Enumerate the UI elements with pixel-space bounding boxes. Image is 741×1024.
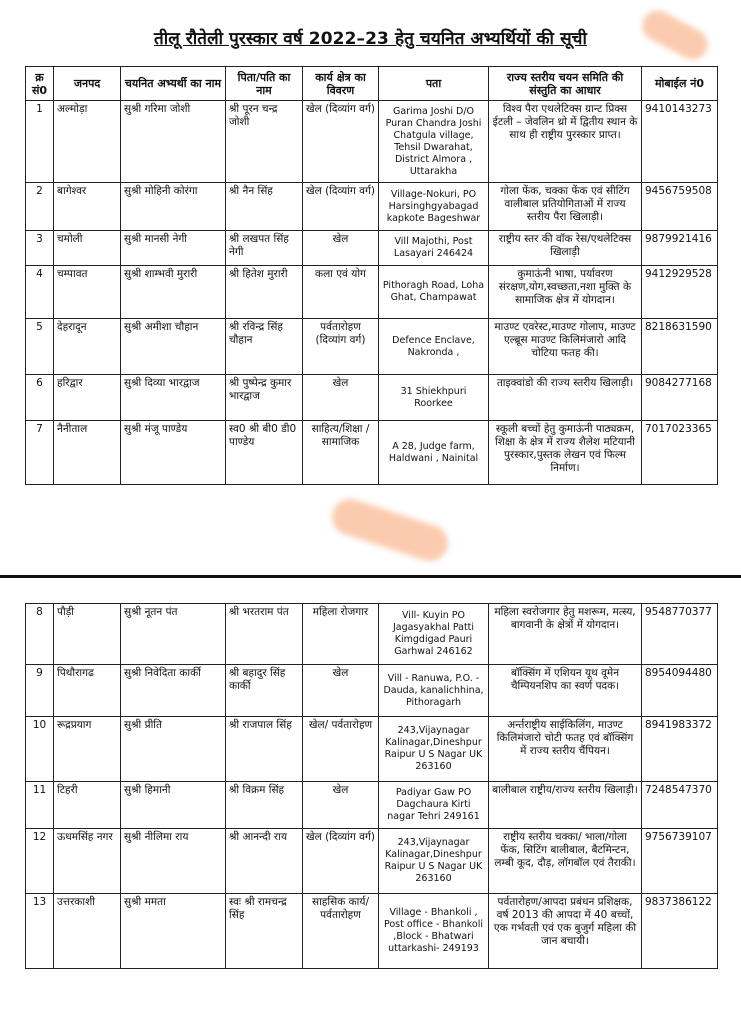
table-row <box>26 266 718 319</box>
cell-address: Padiyar Gaw PO Dagchaura Kirti nagar Tehri 249161 <box>379 782 489 829</box>
cell-name: सुश्री निवेदिता कार्की <box>121 665 226 717</box>
cell-reason: बॉक्सिंग में एशियन यूथ वूमेन चैम्पियनशिप का स्वर्ण पदक। <box>489 665 642 717</box>
header-reason: राज्य स्तरीय चयन समिति की संस्तुति का आधार <box>489 67 642 101</box>
cell-name: सुश्री दिव्या भारद्वाज <box>121 375 226 421</box>
cell-address: A 28, Judge farm, Haldwani , Nainital <box>379 421 489 485</box>
cell-mobile: 8941983372 <box>642 717 718 782</box>
cell-address: Pithoragh Road, Loha Ghat, Champawat <box>379 266 489 319</box>
cell-name: सुश्री मानसी नेगी <box>121 231 226 266</box>
cell-field: साहित्य/शिक्षा /सामाजिक <box>303 421 379 485</box>
cell-mobile: 9084277168 <box>642 375 718 421</box>
cell-name: सुश्री नीलिमा राय <box>121 829 226 894</box>
header-name: चयनित अभ्यर्थी का नाम <box>121 67 226 101</box>
cell-address: Vill - Ranuwa, P.O. - Dauda, kanalichhina, Pithoragarh <box>379 665 489 717</box>
cell-field: कला एवं योग <box>303 266 379 319</box>
cell-sno: 2 <box>26 183 54 231</box>
cell-reason: माउण्ट एवरेस्ट,माउण्ट गोलाप, माउण्ट एल्ब्रूस माउण्ट किलिमंजारो आदि चोटिया फतह की। <box>489 319 642 375</box>
cell-sno: 9 <box>26 665 54 717</box>
cell-sno: 5 <box>26 319 54 375</box>
cell-reason: स्कूली बच्चों हेतु कुमाऊंनी पाठ्यक्रम, शिक्षा के क्षेत्र में राज्य शैलेश मटियानी पुरस्कार,पुस्तक लेखन एवं फिल्म निर्माण। <box>489 421 642 485</box>
cell-mobile: 8218631590 <box>642 319 718 375</box>
header-father: पिता/पति का नाम <box>226 67 303 101</box>
cell-district: ऊधमसिंह नगर <box>54 829 121 894</box>
cell-mobile: 9837386122 <box>642 894 718 969</box>
cell-mobile: 9456759508 <box>642 183 718 231</box>
cell-reason: कुमाऊंनी भाषा, पर्यावरण संरक्षण,योग,स्वच्छता,नशा मुक्ति के सामाजिक क्षेत्र में योगदान। <box>489 266 642 319</box>
cell-mobile: 9548770377 <box>642 604 718 665</box>
cell-name: सुश्री मोहिनी कोरंगा <box>121 183 226 231</box>
cell-field: खेल <box>303 782 379 829</box>
table-row <box>26 319 718 375</box>
cell-address: Village - Bhankoli , Post office - Bhankoli ,Block - Bhatwari uttarkashi- 249193 <box>379 894 489 969</box>
cell-address: 243,Vijaynagar Kalinagar,Dineshpur Raipur U S Nagar UK 263160 <box>379 829 489 894</box>
cell-father: स्व0 श्री बी0 डी0 पाण्डेय <box>226 421 303 485</box>
cell-address: 31 Shiekhpuri Roorkee <box>379 375 489 421</box>
cell-reason: राष्ट्रीय स्तरीय चक्का/ भाला/गोला फेंक, सिटिंग बालीबाल, बैटमिन्टन, लम्बी कूद, दौड़, लॉगबॉल एवं तैराकी। <box>489 829 642 894</box>
cell-father: श्री पुष्पेन्द्र कुमार भारद्वाज <box>226 375 303 421</box>
header-field: कार्य क्षेत्र का विवरण <box>303 67 379 101</box>
cell-father: श्री राजपाल सिंह <box>226 717 303 782</box>
cell-father: स्वः श्री रामचन्द्र सिंह <box>226 894 303 969</box>
cell-sno: 10 <box>26 717 54 782</box>
cell-field: खेल <box>303 665 379 717</box>
cell-district: पिथौरागढ <box>54 665 121 717</box>
candidates-table-page-2 <box>25 603 718 969</box>
cell-field: खेल (दिव्यांग वर्ग) <box>303 829 379 894</box>
cell-field: महिला रोजगार <box>303 604 379 665</box>
cell-district: चम्पावत <box>54 266 121 319</box>
table-row <box>26 665 718 717</box>
cell-field: साहसिक कार्य/ पर्वतारोहण <box>303 894 379 969</box>
cell-father: श्री नैन सिंह <box>226 183 303 231</box>
cell-sno: 12 <box>26 829 54 894</box>
cell-reason: गोला फेंक, चक्का फेंक एवं सीटिंग वालीबाल प्रतियोगिताओं में राज्य स्तरीय पैरा खिलाड़ी। <box>489 183 642 231</box>
cell-district: बागेश्वर <box>54 183 121 231</box>
cell-district: देहरादून <box>54 319 121 375</box>
cell-sno: 3 <box>26 231 54 266</box>
cell-father: श्री बहादुर सिंह कार्की <box>226 665 303 717</box>
cell-sno: 13 <box>26 894 54 969</box>
cell-mobile: 9410143273 <box>642 101 718 183</box>
table-row <box>26 183 718 231</box>
cell-father: श्री हितेश मुरारी <box>226 266 303 319</box>
cell-district: नैनीताल <box>54 421 121 485</box>
cell-name: सुश्री गरिमा जोशी <box>121 101 226 183</box>
table-row <box>26 829 718 894</box>
cell-address: Defence Enclave, Nakronda , <box>379 319 489 375</box>
cell-father: श्री पूरन चन्द्र जोशी <box>226 101 303 183</box>
cell-reason: राष्ट्रीय स्तर की वॉक रेस/एथलेटिक्स खिलाड़ी <box>489 231 642 266</box>
cell-father: श्री लखपत सिंह नेगी <box>226 231 303 266</box>
cell-reason: बालीबाल राष्ट्रीय/राज्य स्तरीय खिलाड़ी। <box>489 782 642 829</box>
cell-father: श्री विक्रम सिंह <box>226 782 303 829</box>
table-header-row <box>26 67 718 101</box>
candidates-table-page-1 <box>25 66 718 485</box>
cell-district: उत्तरकाशी <box>54 894 121 969</box>
cell-reason: ताइक्वांडो की राज्य स्तरीय खिलाड़ी। <box>489 375 642 421</box>
cell-mobile: 9879921416 <box>642 231 718 266</box>
cell-sno: 1 <box>26 101 54 183</box>
table-row <box>26 717 718 782</box>
header-district: जनपद <box>54 67 121 101</box>
cell-address: Garima Joshi D/O Puran Chandra Joshi Chatgula village, Tehsil Dwarahat, District Almora , Uttarakha <box>379 101 489 183</box>
cell-mobile: 8954094480 <box>642 665 718 717</box>
cell-reason: पर्वतारोहण/आपदा प्रबंधन प्रशिक्षक, वर्ष 2013 की आपदा में 40 बच्चों, एक गर्भवती एवं एक बुजुर्ग महिला की जान बचायी। <box>489 894 642 969</box>
cell-field: खेल <box>303 231 379 266</box>
cell-sno: 4 <box>26 266 54 319</box>
cell-name: सुश्री शाम्भवी मुरारी <box>121 266 226 319</box>
cell-sno: 11 <box>26 782 54 829</box>
table-row <box>26 101 718 183</box>
page-title: तीलू रौतेली पुरस्कार वर्ष 2022–23 हेतु चयनित अभ्यर्थियों की सूची <box>154 29 587 49</box>
table-row <box>26 375 718 421</box>
table-row <box>26 604 718 665</box>
cell-address: Vill Majothi, Post Lasayari 246424 <box>379 231 489 266</box>
cell-address: Vill- Kuyin PO Jagasyakhal Patti Kimgdigad Pauri Garhwal 246162 <box>379 604 489 665</box>
cell-field: खेल (दिव्यांग वर्ग) <box>303 101 379 183</box>
cell-district: टिहरी <box>54 782 121 829</box>
cell-father: श्री भरतराम पंत <box>226 604 303 665</box>
cell-reason: अर्न्तराष्ट्रीय साईकिलिंग, माउण्ट किलिमंजारो चोटी फतह एवं बॉक्सिंग में राज्य स्तरीय चैंपियन। <box>489 717 642 782</box>
cell-sno: 7 <box>26 421 54 485</box>
cell-name: सुश्री प्रीति <box>121 717 226 782</box>
cell-sno: 8 <box>26 604 54 665</box>
cell-mobile: 7017023365 <box>642 421 718 485</box>
cell-name: सुश्री मंजू पाण्डेय <box>121 421 226 485</box>
cell-mobile: 7248547370 <box>642 782 718 829</box>
cell-name: सुश्री ममता <box>121 894 226 969</box>
cell-reason: महिला स्वरोजगार हेतु मशरूम, मत्स्य, बागवानी के क्षेत्रों में योगदान। <box>489 604 642 665</box>
cell-sno: 6 <box>26 375 54 421</box>
cell-district: हरिद्वार <box>54 375 121 421</box>
table-row <box>26 894 718 969</box>
table-row <box>26 782 718 829</box>
table-row <box>26 421 718 485</box>
cell-field: पर्वतारोहण (दिव्यांग वर्ग) <box>303 319 379 375</box>
cell-address: Village-Nokuri, PO Harsinghgyabagad kapkote Bageshwar <box>379 183 489 231</box>
cell-name: सुश्री नूतन पंत <box>121 604 226 665</box>
header-address: पता <box>379 67 489 101</box>
cell-district: चमोली <box>54 231 121 266</box>
cell-district: अल्मोड़ा <box>54 101 121 183</box>
cell-address: 243,Vijaynagar Kalinagar,Dineshpur Raipur U S Nagar UK 263160 <box>379 717 489 782</box>
cell-district: पौड़ी <box>54 604 121 665</box>
table-row <box>26 231 718 266</box>
cell-mobile: 9412929528 <box>642 266 718 319</box>
cell-district: रूद्रप्रयाग <box>54 717 121 782</box>
page-divider <box>0 575 741 578</box>
cell-father: श्री आनन्दी राय <box>226 829 303 894</box>
cell-mobile: 9756739107 <box>642 829 718 894</box>
cell-reason: विश्व पैरा एथलेटिक्स ग्रान्ट प्रिक्स ईटली – जेवलिन थ्रो में द्वितीय स्थान के साथ ही राष्ट्रीय पुरस्कार प्राप्त। <box>489 101 642 183</box>
cell-field: खेल <box>303 375 379 421</box>
header-sno: क्र सं0 <box>26 67 54 101</box>
cell-name: सुश्री अमीशा चौहान <box>121 319 226 375</box>
highlighter-stroke <box>327 494 452 565</box>
cell-field: खेल/ पर्वतारोहण <box>303 717 379 782</box>
cell-field: खेल (दिव्यांग वर्ग) <box>303 183 379 231</box>
cell-father: श्री रविन्द्र सिंह चौहान <box>226 319 303 375</box>
cell-name: सुश्री हिमानी <box>121 782 226 829</box>
header-mobile: मोबाईल नं0 <box>642 67 718 101</box>
